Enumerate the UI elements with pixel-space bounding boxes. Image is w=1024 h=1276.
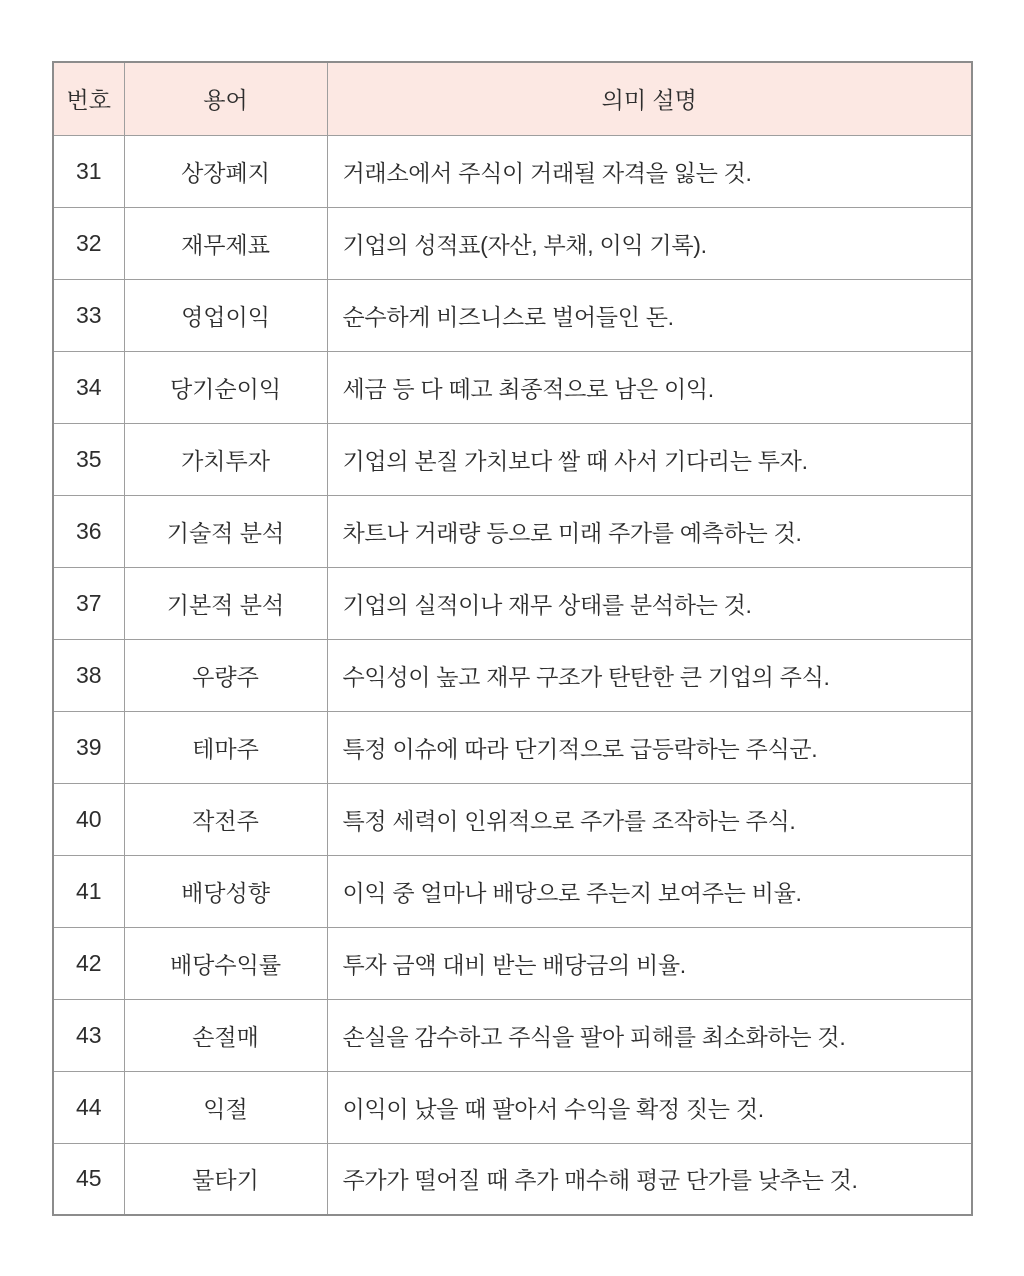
row-number-cell: 39 — [53, 711, 124, 783]
row-term-cell: 기본적 분석 — [124, 567, 327, 639]
row-description-cell: 이익 중 얼마나 배당으로 주는지 보여주는 비율. — [327, 855, 972, 927]
row-description-cell: 투자 금액 대비 받는 배당금의 비율. — [327, 927, 972, 999]
row-term-cell: 배당성향 — [124, 855, 327, 927]
row-term-cell: 우량주 — [124, 639, 327, 711]
row-term-cell: 영업이익 — [124, 279, 327, 351]
row-description-cell: 거래소에서 주식이 거래될 자격을 잃는 것. — [327, 135, 972, 207]
table-row — [53, 783, 972, 855]
table-header — [53, 62, 972, 135]
col-header-description: 의미 설명 — [327, 62, 972, 135]
row-term-cell: 작전주 — [124, 783, 327, 855]
row-description-cell: 순수하게 비즈니스로 벌어들인 돈. — [327, 279, 972, 351]
row-term-cell: 상장폐지 — [124, 135, 327, 207]
row-number-cell: 40 — [53, 783, 124, 855]
row-description-cell: 세금 등 다 떼고 최종적으로 남은 이익. — [327, 351, 972, 423]
row-description-cell: 기업의 실적이나 재무 상태를 분석하는 것. — [327, 567, 972, 639]
row-number-cell: 45 — [53, 1143, 124, 1215]
row-description-cell: 기업의 본질 가치보다 쌀 때 사서 기다리는 투자. — [327, 423, 972, 495]
table-row — [53, 135, 972, 207]
col-header-term: 용어 — [124, 62, 327, 135]
stock-terms-table — [52, 61, 973, 1216]
row-term-cell: 재무제표 — [124, 207, 327, 279]
row-number-cell: 31 — [53, 135, 124, 207]
table-row — [53, 279, 972, 351]
table-body — [53, 135, 972, 1215]
header-row — [53, 62, 972, 135]
row-number-cell: 36 — [53, 495, 124, 567]
row-description-cell: 주가가 떨어질 때 추가 매수해 평균 단가를 낮추는 것. — [327, 1143, 972, 1215]
row-description-cell: 손실을 감수하고 주식을 팔아 피해를 최소화하는 것. — [327, 999, 972, 1071]
row-number-cell: 37 — [53, 567, 124, 639]
row-description-cell: 수익성이 높고 재무 구조가 탄탄한 큰 기업의 주식. — [327, 639, 972, 711]
row-description-cell: 특정 세력이 인위적으로 주가를 조작하는 주식. — [327, 783, 972, 855]
row-term-cell: 테마주 — [124, 711, 327, 783]
table-row — [53, 927, 972, 999]
row-number-cell: 41 — [53, 855, 124, 927]
row-description-cell: 기업의 성적표(자산, 부채, 이익 기록). — [327, 207, 972, 279]
row-number-cell: 34 — [53, 351, 124, 423]
row-number-cell: 43 — [53, 999, 124, 1071]
row-term-cell: 배당수익률 — [124, 927, 327, 999]
row-number-cell: 33 — [53, 279, 124, 351]
table-row — [53, 207, 972, 279]
table-row — [53, 711, 972, 783]
table-row — [53, 855, 972, 927]
table-row — [53, 567, 972, 639]
row-term-cell: 가치투자 — [124, 423, 327, 495]
table-row — [53, 495, 972, 567]
row-number-cell: 38 — [53, 639, 124, 711]
row-description-cell: 이익이 났을 때 팔아서 수익을 확정 짓는 것. — [327, 1071, 972, 1143]
row-number-cell: 42 — [53, 927, 124, 999]
table-row — [53, 351, 972, 423]
table-row — [53, 1143, 972, 1215]
table-row — [53, 639, 972, 711]
row-number-cell: 35 — [53, 423, 124, 495]
row-description-cell: 특정 이슈에 따라 단기적으로 급등락하는 주식군. — [327, 711, 972, 783]
table-row — [53, 423, 972, 495]
row-term-cell: 물타기 — [124, 1143, 327, 1215]
col-header-number: 번호 — [53, 62, 124, 135]
row-term-cell: 당기순이익 — [124, 351, 327, 423]
row-number-cell: 44 — [53, 1071, 124, 1143]
row-term-cell: 익절 — [124, 1071, 327, 1143]
row-term-cell: 손절매 — [124, 999, 327, 1071]
row-term-cell: 기술적 분석 — [124, 495, 327, 567]
table-row — [53, 1071, 972, 1143]
row-description-cell: 차트나 거래량 등으로 미래 주가를 예측하는 것. — [327, 495, 972, 567]
row-number-cell: 32 — [53, 207, 124, 279]
table-row — [53, 999, 972, 1071]
